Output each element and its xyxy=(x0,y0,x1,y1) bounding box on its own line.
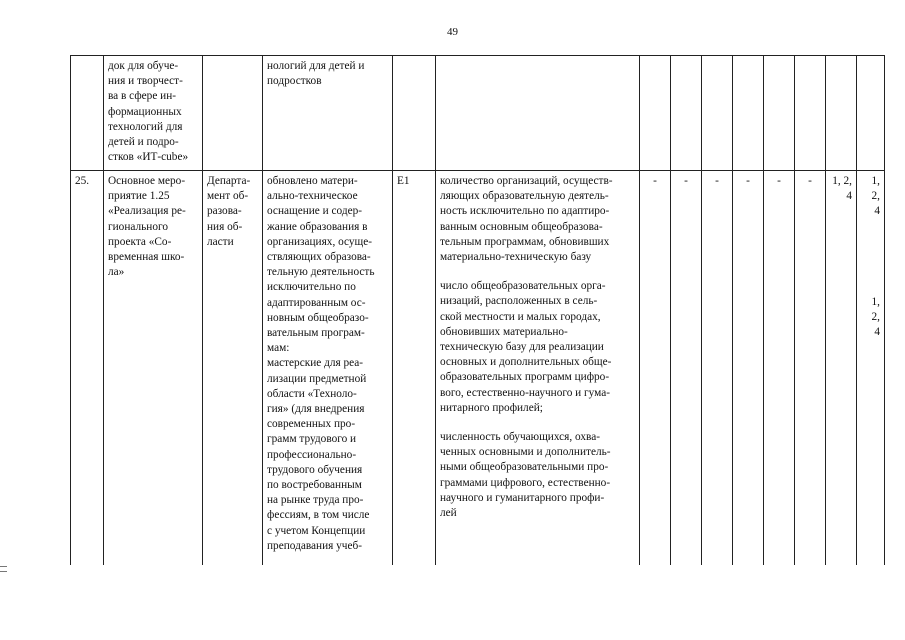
value-cell xyxy=(857,56,885,171)
result-cell: нологий для детей и подростков xyxy=(263,56,393,171)
code-cell: Е1 xyxy=(393,171,436,566)
indicator-cell xyxy=(436,56,640,171)
executor-cell: Департа- мент об- разова- ния об- ласти xyxy=(203,171,263,566)
value-cell xyxy=(826,56,857,171)
value-cell xyxy=(671,56,702,171)
table-row xyxy=(71,56,885,171)
value-text: 1, 2, 4 xyxy=(871,175,880,218)
value-cell xyxy=(733,56,764,171)
value-cell xyxy=(640,56,671,171)
indicator-text: численность обучающихся, охва- ченных основными и дополнитель- ными общеобразовательными про- граммами цифрового, естественно- научного и гуманитарного профи- лей xyxy=(440,431,611,520)
value-text: 1, 2, 4 xyxy=(871,295,880,339)
result-cell: обновлено матери- ально-техническое оснащение и содер- жание образования в организациях, осуще- ствляющих образова- тельную деятельность исключительно по адаптированным ос- новным общеобразо- вательным програм- мам: мастерские для реа- лизации предметной области «Техноло- гия» (для внедрения современных про- грамм трудового и профессионально- трудового обучения по востребованным на рынке труда про- фессиям, в том числе с учетом Концепции преподавания учеб- xyxy=(263,171,393,566)
value-cell xyxy=(795,56,826,171)
program-table xyxy=(70,55,885,565)
value-cell: 1, 2, 4 xyxy=(826,171,857,566)
table-row xyxy=(71,171,885,566)
value-cell xyxy=(857,171,885,566)
value-cell: - xyxy=(702,171,733,566)
activity-name-cell: док для обуче- ния и творчест- ва в сфере ин- формационных технологий для детей и подро- стков «ИТ-cube» xyxy=(104,56,203,171)
indicator-text: количество организаций, осуществ- ляющих образовательную деятель- ность исключительно по адаптиро- ванным основным общеобразова- тельным программам, обновивших материально-техническую базу xyxy=(440,175,613,264)
executor-cell xyxy=(203,56,263,171)
row-number-cell xyxy=(71,56,104,171)
value-cell: - xyxy=(640,171,671,566)
activity-name-cell: Основное меро- приятие 1.25 «Реализация ре- гионального проекта «Со- временная шко- ла» xyxy=(104,171,203,566)
code-cell xyxy=(393,56,436,171)
value-cell: - xyxy=(795,171,826,566)
value-cell: - xyxy=(764,171,795,566)
value-cell: - xyxy=(671,171,702,566)
value-cell xyxy=(702,56,733,171)
scan-edge-mark xyxy=(0,566,7,572)
value-cell: - xyxy=(733,171,764,566)
value-cell xyxy=(764,56,795,171)
indicator-text: число общеобразовательных орга- низаций, расположенных в сель- ской местности и малых городах, обновивших материально- техническую базу для реализации основных и дополнительных обще- образовательных программ цифро- вого, естественно-научного и гума- нитарного профилей; xyxy=(440,280,612,414)
indicator-cell xyxy=(436,171,640,566)
page-number: 49 xyxy=(447,26,458,38)
row-number-cell: 25. xyxy=(71,171,104,566)
